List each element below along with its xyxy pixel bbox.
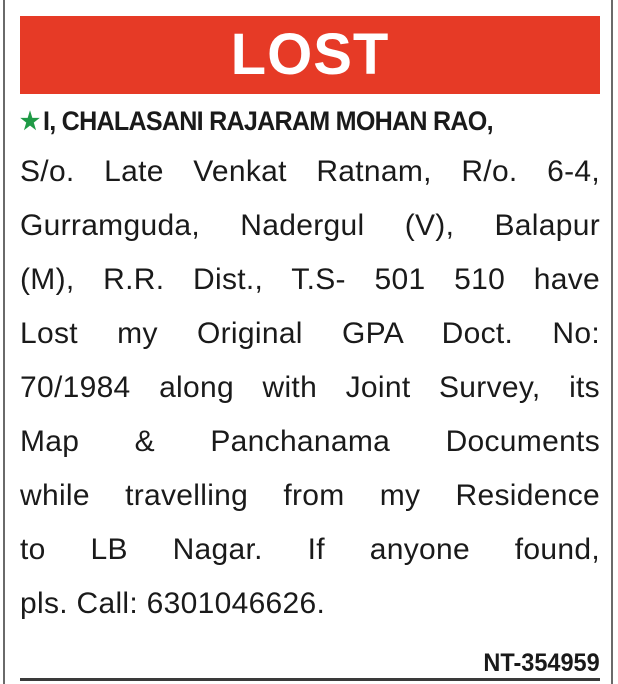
notice-line-6: Map & Panchanama Documents <box>20 425 600 458</box>
right-column-rule <box>611 0 613 684</box>
advertiser-name: I, CHALASANI RAJARAM MOHAN RAO, <box>42 105 493 136</box>
notice-line-9: pls. Call: 6301046626. <box>20 587 326 620</box>
notice-line-8: to LB Nagar. If anyone found, <box>20 533 600 566</box>
left-column-rule <box>3 0 5 684</box>
lost-banner <box>20 16 600 94</box>
lost-notice-ad <box>20 12 600 682</box>
notice-line-7: while travelling from my Residence <box>20 479 600 512</box>
bottom-rule <box>20 678 600 681</box>
star-icon: ★ <box>20 107 40 135</box>
banner-title: LOST <box>230 22 390 87</box>
notice-line-4: Lost my Original GPA Doct. No: <box>20 317 600 350</box>
reference-code: NT-354959 <box>483 649 600 677</box>
notice-line-5: 70/1984 along with Joint Survey, its <box>20 371 600 404</box>
notice-line-1: S/o. Late Venkat Ratnam, R/o. 6-4, <box>20 155 600 188</box>
notice-headline <box>20 100 559 142</box>
notice-line-3: (M), R.R. Dist., T.S- 501 510 have <box>20 263 600 296</box>
notice-line-2: Gurramguda, Nadergul (V), Balapur <box>20 209 600 242</box>
